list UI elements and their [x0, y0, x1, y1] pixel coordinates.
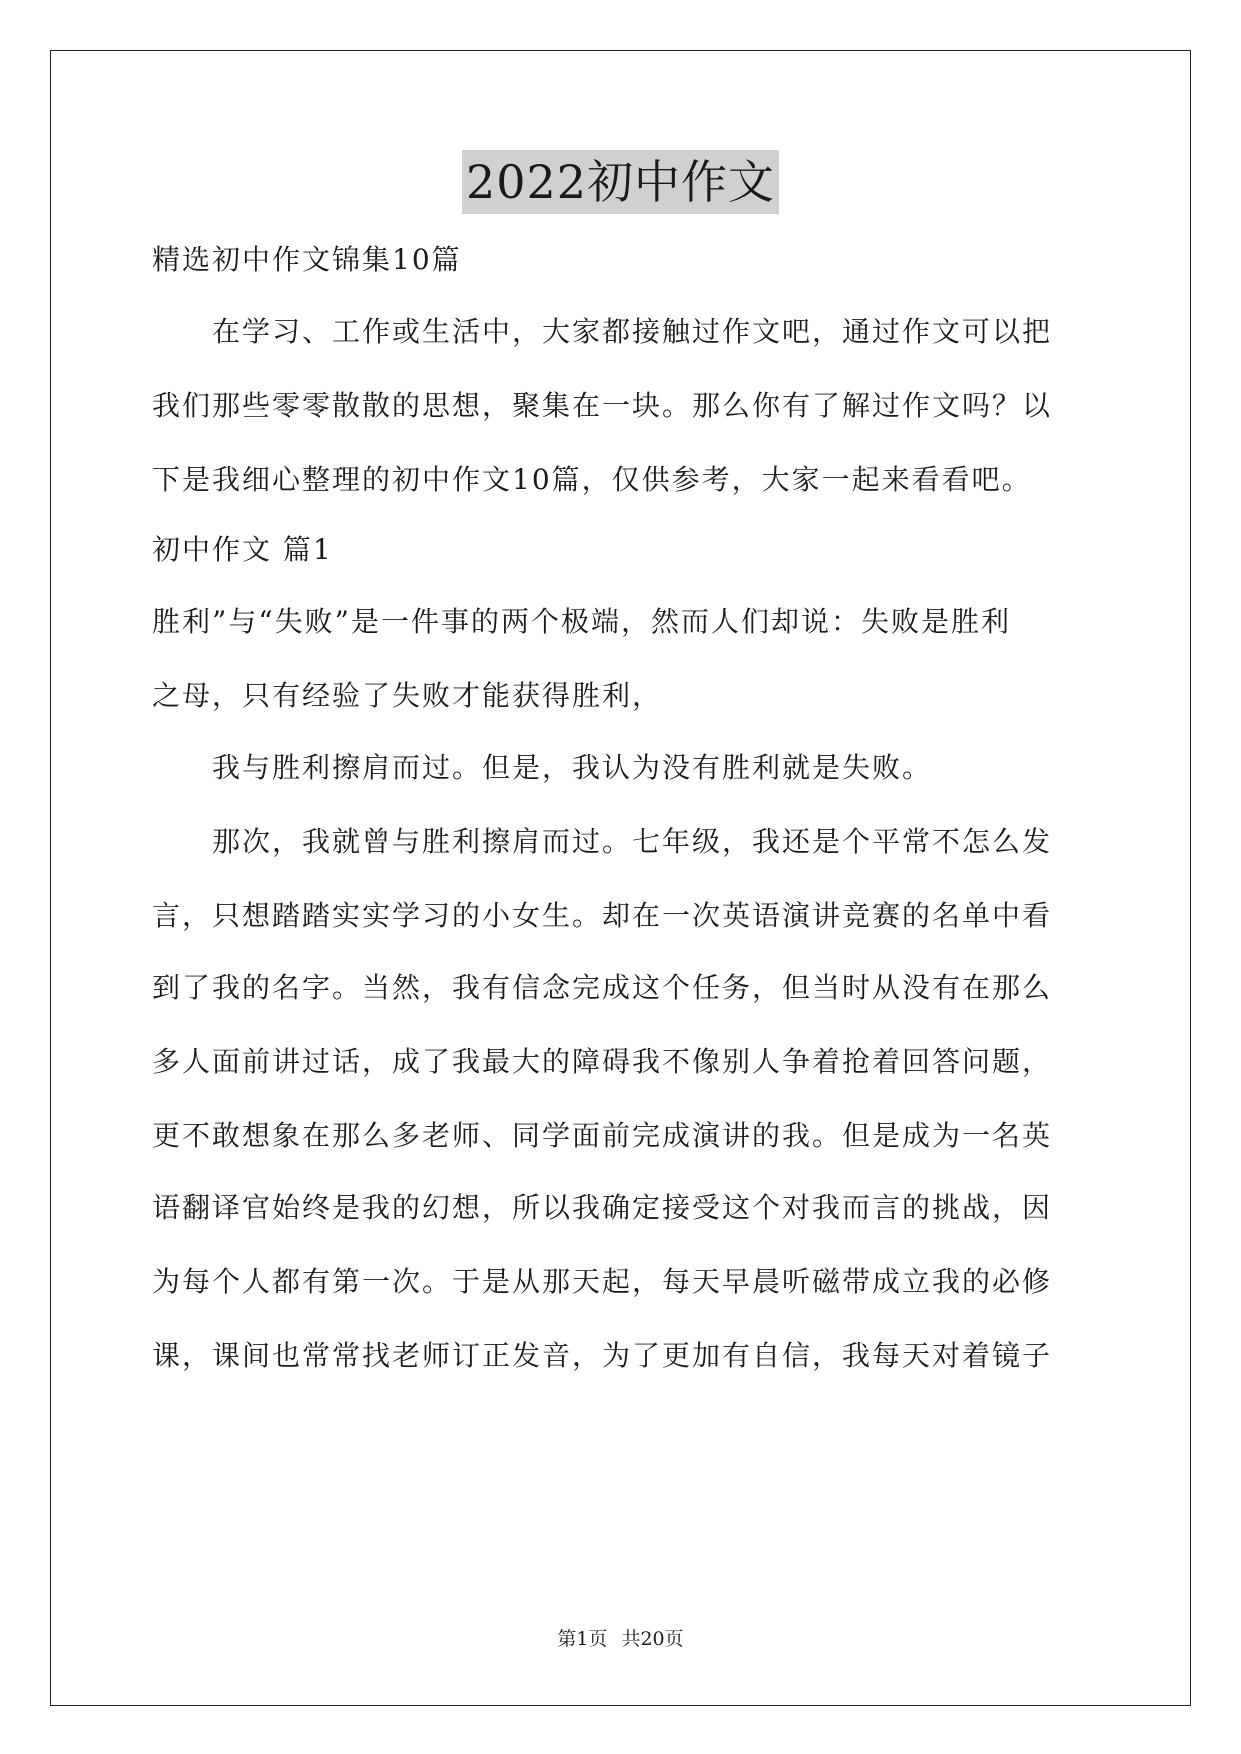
text-line: 我们那些零零散散的思想，聚集在一块。那么你有了解过作文吗？以: [152, 389, 1053, 422]
text-line: 到了我的名字。当然，我有信念完成这个任务，但当时从没有在那么: [152, 971, 1053, 1004]
page-footer: [0, 1627, 1241, 1651]
section-heading: 初中作文 篇1: [152, 533, 333, 566]
page-border: [50, 50, 1191, 1706]
text-line: 课，课间也常常找老师订正发音，为了更加有自信，我每天对着镜子: [152, 1339, 1053, 1372]
page-total: 共20页: [621, 1628, 684, 1650]
document-title: 2022初中作文: [462, 150, 779, 214]
text-line: 言，只想踏踏实实学习的小女生。却在一次英语演讲竞赛的名单中看: [152, 899, 1053, 932]
subtitle: 精选初中作文锦集10篇: [152, 243, 462, 276]
text-line: 那次，我就曾与胜利擦肩而过。七年级，我还是个平常不怎么发: [152, 825, 1053, 858]
text-line: 我与胜利擦肩而过。但是，我认为没有胜利就是失败。: [152, 751, 933, 784]
text-line: 多人面前讲过话，成了我最大的障碍我不像别人争着抢着回答问题，: [152, 1045, 1053, 1078]
text-line: 为每个人都有第一次。于是从那天起，每天早晨听磁带成立我的必修: [152, 1265, 1053, 1298]
page-number: 第1页: [557, 1628, 608, 1650]
title-container: [0, 150, 1241, 214]
text-line: 语翻译官始终是我的幻想，所以我确定接受这个对我而言的挑战，因: [152, 1191, 1053, 1224]
text-line: 在学习、工作或生活中，大家都接触过作文吧，通过作文可以把: [152, 315, 1053, 348]
text-line: 下是我细心整理的初中作文10篇，仅供参考，大家一起来看看吧。: [152, 463, 1032, 496]
text-line: 胜利”与“失败”是一件事的两个极端，然而人们却说：失败是胜利: [152, 605, 1011, 638]
text-line: 之母，只有经验了失败才能获得胜利，: [152, 679, 663, 712]
text-line: 更不敢想象在那么多老师、同学面前完成演讲的我。但是成为一名英: [152, 1119, 1053, 1152]
